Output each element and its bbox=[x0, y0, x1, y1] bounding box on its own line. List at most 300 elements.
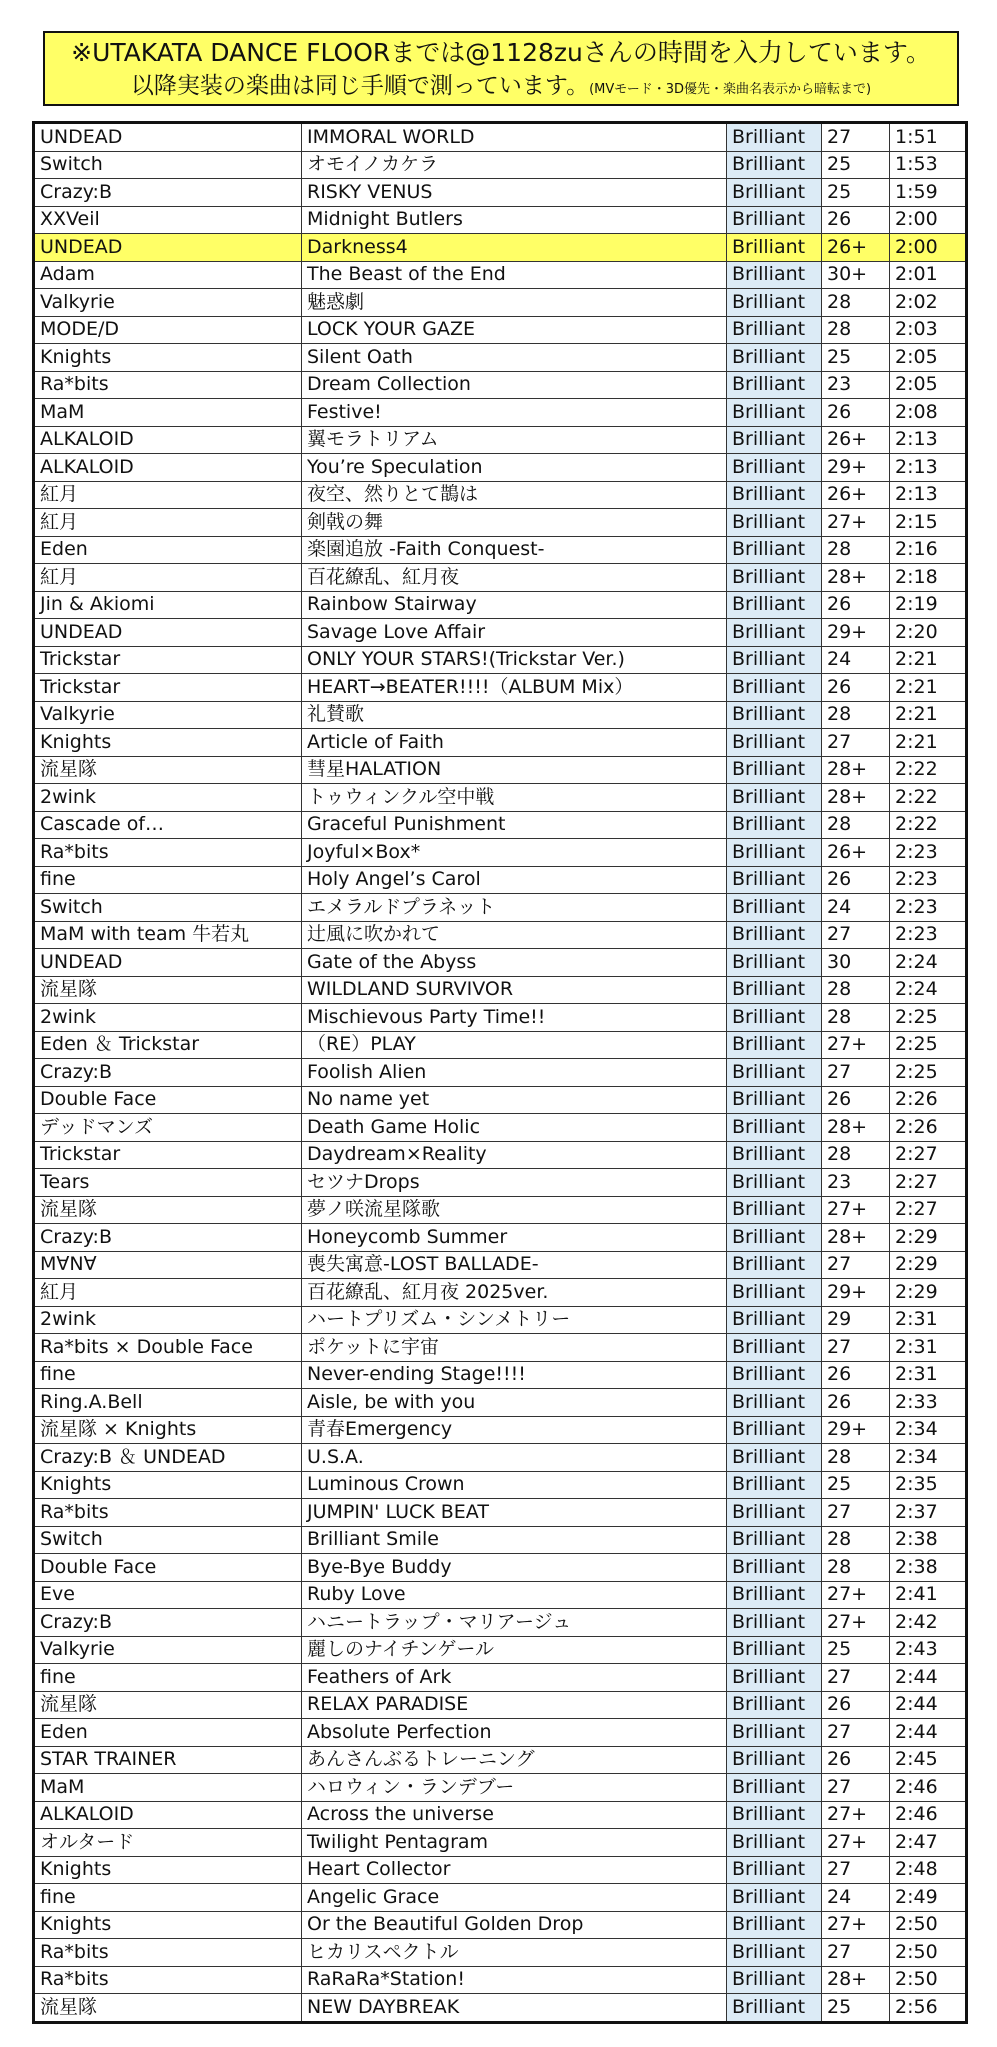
table-row bbox=[34, 234, 967, 262]
difficulty-cell: Brilliant bbox=[727, 1196, 822, 1224]
difficulty-cell: Brilliant bbox=[727, 674, 822, 702]
difficulty-cell: Brilliant bbox=[727, 1664, 822, 1692]
title-cell: 魅惑劇 bbox=[302, 289, 727, 317]
difficulty-cell: Brilliant bbox=[727, 646, 822, 674]
time-cell: 2:05 bbox=[890, 344, 967, 372]
difficulty-cell: Brilliant bbox=[727, 399, 822, 427]
title-cell: 百花繚乱、紅月夜 bbox=[302, 564, 727, 592]
table-row bbox=[34, 1196, 967, 1224]
title-cell: 夢ノ咲流星隊歌 bbox=[302, 1196, 727, 1224]
level-cell: 27 bbox=[822, 123, 890, 152]
unit-cell: 流星隊 bbox=[34, 756, 302, 784]
title-cell: （RE）PLAY bbox=[302, 1031, 727, 1059]
unit-cell: 紅月 bbox=[34, 509, 302, 537]
title-cell: あんさんぶるトレーニング bbox=[302, 1746, 727, 1774]
table-row bbox=[34, 1966, 967, 1994]
difficulty-cell: Brilliant bbox=[727, 1444, 822, 1472]
title-cell: IMMORAL WORLD bbox=[302, 123, 727, 152]
level-cell: 27 bbox=[822, 1939, 890, 1967]
table-row bbox=[34, 1636, 967, 1664]
unit-cell: Double Face bbox=[34, 1554, 302, 1582]
time-cell: 1:51 bbox=[890, 123, 967, 152]
table-row bbox=[34, 1911, 967, 1939]
unit-cell: Valkyrie bbox=[34, 1636, 302, 1664]
time-cell: 2:31 bbox=[890, 1306, 967, 1334]
level-cell: 28 bbox=[822, 1554, 890, 1582]
title-cell: Across the universe bbox=[302, 1801, 727, 1829]
unit-cell: Jin & Akiomi bbox=[34, 591, 302, 619]
time-cell: 2:45 bbox=[890, 1746, 967, 1774]
unit-cell: Tears bbox=[34, 1169, 302, 1197]
time-cell: 2:08 bbox=[890, 399, 967, 427]
level-cell: 26 bbox=[822, 674, 890, 702]
unit-cell: Crazy:B bbox=[34, 179, 302, 207]
title-cell: Darkness4 bbox=[302, 234, 727, 262]
table-row bbox=[34, 1334, 967, 1362]
level-cell: 27 bbox=[822, 729, 890, 757]
table-row bbox=[34, 1416, 967, 1444]
level-cell: 29+ bbox=[822, 619, 890, 647]
title-cell: RISKY VENUS bbox=[302, 179, 727, 207]
difficulty-cell: Brilliant bbox=[727, 839, 822, 867]
time-cell: 2:44 bbox=[890, 1691, 967, 1719]
level-cell: 30+ bbox=[822, 261, 890, 289]
table-row bbox=[34, 1361, 967, 1389]
time-cell: 2:13 bbox=[890, 481, 967, 509]
table-row bbox=[34, 1141, 967, 1169]
level-cell: 23 bbox=[822, 371, 890, 399]
time-cell: 2:22 bbox=[890, 811, 967, 839]
unit-cell: Ring.A.Bell bbox=[34, 1389, 302, 1417]
table-row bbox=[34, 1224, 967, 1252]
difficulty-cell: Brilliant bbox=[727, 1554, 822, 1582]
level-cell: 24 bbox=[822, 1884, 890, 1912]
table-row bbox=[34, 1664, 967, 1692]
unit-cell: ALKALOID bbox=[34, 426, 302, 454]
difficulty-cell: Brilliant bbox=[727, 1086, 822, 1114]
table-row bbox=[34, 1086, 967, 1114]
time-cell: 2:29 bbox=[890, 1224, 967, 1252]
level-cell: 26 bbox=[822, 206, 890, 234]
difficulty-cell: Brilliant bbox=[727, 866, 822, 894]
level-cell: 24 bbox=[822, 646, 890, 674]
time-cell: 2:25 bbox=[890, 1059, 967, 1087]
unit-cell: fine bbox=[34, 1884, 302, 1912]
level-cell: 26 bbox=[822, 1746, 890, 1774]
difficulty-cell: Brilliant bbox=[727, 1636, 822, 1664]
table-row bbox=[34, 866, 967, 894]
difficulty-cell: Brilliant bbox=[727, 949, 822, 977]
table-row bbox=[34, 921, 967, 949]
time-cell: 2:50 bbox=[890, 1939, 967, 1967]
table-row bbox=[34, 179, 967, 207]
time-cell: 2:00 bbox=[890, 206, 967, 234]
unit-cell: Eden ＆ Trickstar bbox=[34, 1031, 302, 1059]
title-cell: ハロウィン・ランデブー bbox=[302, 1774, 727, 1802]
time-cell: 2:05 bbox=[890, 371, 967, 399]
title-cell: Midnight Butlers bbox=[302, 206, 727, 234]
difficulty-cell: Brilliant bbox=[727, 1719, 822, 1747]
table-row bbox=[34, 206, 967, 234]
level-cell: 27 bbox=[822, 1719, 890, 1747]
title-cell: Feathers of Ark bbox=[302, 1664, 727, 1692]
level-cell: 27+ bbox=[822, 1829, 890, 1857]
difficulty-cell: Brilliant bbox=[727, 1416, 822, 1444]
time-cell: 2:43 bbox=[890, 1636, 967, 1664]
difficulty-cell: Brilliant bbox=[727, 1994, 822, 2023]
difficulty-cell: Brilliant bbox=[727, 591, 822, 619]
difficulty-cell: Brilliant bbox=[727, 1746, 822, 1774]
table-row bbox=[34, 1389, 967, 1417]
title-cell: ポケットに宇宙 bbox=[302, 1334, 727, 1362]
unit-cell: 2wink bbox=[34, 1004, 302, 1032]
difficulty-cell: Brilliant bbox=[727, 316, 822, 344]
title-cell: Honeycomb Summer bbox=[302, 1224, 727, 1252]
title-cell: Festive! bbox=[302, 399, 727, 427]
level-cell: 27 bbox=[822, 1251, 890, 1279]
unit-cell: Ra*bits bbox=[34, 839, 302, 867]
title-cell: LOCK YOUR GAZE bbox=[302, 316, 727, 344]
time-cell: 2:21 bbox=[890, 729, 967, 757]
unit-cell: UNDEAD bbox=[34, 234, 302, 262]
title-cell: 喪失寓意-LOST BALLADE- bbox=[302, 1251, 727, 1279]
title-cell: エメラルドプラネット bbox=[302, 894, 727, 922]
title-cell: Mischievous Party Time!! bbox=[302, 1004, 727, 1032]
title-cell: 青春Emergency bbox=[302, 1416, 727, 1444]
unit-cell: 紅月 bbox=[34, 1279, 302, 1307]
level-cell: 28 bbox=[822, 289, 890, 317]
unit-cell: 2wink bbox=[34, 784, 302, 812]
table-row bbox=[34, 1829, 967, 1857]
title-cell: 夜空、然りとて鵲は bbox=[302, 481, 727, 509]
table-row bbox=[34, 509, 967, 537]
title-cell: セツナDrops bbox=[302, 1169, 727, 1197]
table-row bbox=[34, 1279, 967, 1307]
level-cell: 27+ bbox=[822, 1609, 890, 1637]
time-cell: 2:56 bbox=[890, 1994, 967, 2023]
time-cell: 2:49 bbox=[890, 1884, 967, 1912]
level-cell: 26 bbox=[822, 399, 890, 427]
title-cell: ONLY YOUR STARS!(Trickstar Ver.) bbox=[302, 646, 727, 674]
unit-cell: Trickstar bbox=[34, 674, 302, 702]
title-cell: Brilliant Smile bbox=[302, 1526, 727, 1554]
difficulty-cell: Brilliant bbox=[727, 344, 822, 372]
unit-cell: ALKALOID bbox=[34, 1801, 302, 1829]
title-cell: ハニートラップ・マリアージュ bbox=[302, 1609, 727, 1637]
difficulty-cell: Brilliant bbox=[727, 1581, 822, 1609]
difficulty-cell: Brilliant bbox=[727, 1856, 822, 1884]
unit-cell: 流星隊 bbox=[34, 1196, 302, 1224]
time-cell: 2:37 bbox=[890, 1499, 967, 1527]
unit-cell: Ra*bits bbox=[34, 1966, 302, 1994]
unit-cell: Crazy:B ＆ UNDEAD bbox=[34, 1444, 302, 1472]
unit-cell: UNDEAD bbox=[34, 123, 302, 152]
unit-cell: Ra*bits bbox=[34, 371, 302, 399]
unit-cell: Valkyrie bbox=[34, 289, 302, 317]
unit-cell: MODE/D bbox=[34, 316, 302, 344]
title-cell: ハートプリズム・シンメトリー bbox=[302, 1306, 727, 1334]
level-cell: 29+ bbox=[822, 1416, 890, 1444]
table-row bbox=[34, 536, 967, 564]
title-cell: Graceful Punishment bbox=[302, 811, 727, 839]
difficulty-cell: Brilliant bbox=[727, 536, 822, 564]
level-cell: 25 bbox=[822, 151, 890, 179]
difficulty-cell: Brilliant bbox=[727, 1774, 822, 1802]
table-row bbox=[34, 151, 967, 179]
level-cell: 26 bbox=[822, 591, 890, 619]
time-cell: 2:24 bbox=[890, 976, 967, 1004]
time-cell: 2:31 bbox=[890, 1361, 967, 1389]
table-row bbox=[34, 399, 967, 427]
unit-cell: STAR TRAINER bbox=[34, 1746, 302, 1774]
difficulty-cell: Brilliant bbox=[727, 1609, 822, 1637]
time-cell: 2:23 bbox=[890, 866, 967, 894]
level-cell: 25 bbox=[822, 179, 890, 207]
table-row bbox=[34, 784, 967, 812]
difficulty-cell: Brilliant bbox=[727, 261, 822, 289]
table-row bbox=[34, 1499, 967, 1527]
time-cell: 2:31 bbox=[890, 1334, 967, 1362]
unit-cell: fine bbox=[34, 1664, 302, 1692]
title-cell: Luminous Crown bbox=[302, 1471, 727, 1499]
difficulty-cell: Brilliant bbox=[727, 1801, 822, 1829]
level-cell: 27 bbox=[822, 1774, 890, 1802]
level-cell: 27+ bbox=[822, 1196, 890, 1224]
time-cell: 2:02 bbox=[890, 289, 967, 317]
time-cell: 2:15 bbox=[890, 509, 967, 537]
title-cell: 百花繚乱、紅月夜 2025ver. bbox=[302, 1279, 727, 1307]
level-cell: 27 bbox=[822, 1334, 890, 1362]
time-cell: 2:03 bbox=[890, 316, 967, 344]
difficulty-cell: Brilliant bbox=[727, 1884, 822, 1912]
time-cell: 2:19 bbox=[890, 591, 967, 619]
unit-cell: XXVeil bbox=[34, 206, 302, 234]
table-row bbox=[34, 1554, 967, 1582]
time-cell: 2:44 bbox=[890, 1664, 967, 1692]
unit-cell: ALKALOID bbox=[34, 454, 302, 482]
title-cell: JUMPIN' LUCK BEAT bbox=[302, 1499, 727, 1527]
title-cell: U.S.A. bbox=[302, 1444, 727, 1472]
notice-line-2-text: 以降実装の楽曲は同じ手順で測っています。 bbox=[130, 73, 590, 99]
table-row bbox=[34, 1526, 967, 1554]
time-cell: 2:16 bbox=[890, 536, 967, 564]
unit-cell: Crazy:B bbox=[34, 1224, 302, 1252]
difficulty-cell: Brilliant bbox=[727, 1004, 822, 1032]
table-row bbox=[34, 1856, 967, 1884]
table-row bbox=[34, 261, 967, 289]
unit-cell: Knights bbox=[34, 1471, 302, 1499]
time-cell: 2:50 bbox=[890, 1966, 967, 1994]
difficulty-cell: Brilliant bbox=[727, 1224, 822, 1252]
level-cell: 28 bbox=[822, 701, 890, 729]
time-cell: 2:46 bbox=[890, 1774, 967, 1802]
title-cell: Foolish Alien bbox=[302, 1059, 727, 1087]
unit-cell: Switch bbox=[34, 1526, 302, 1554]
time-cell: 2:23 bbox=[890, 894, 967, 922]
time-cell: 2:29 bbox=[890, 1279, 967, 1307]
unit-cell: M∀N∀ bbox=[34, 1251, 302, 1279]
level-cell: 26 bbox=[822, 1086, 890, 1114]
time-cell: 1:53 bbox=[890, 151, 967, 179]
unit-cell: Trickstar bbox=[34, 1141, 302, 1169]
difficulty-cell: Brilliant bbox=[727, 1939, 822, 1967]
time-cell: 2:48 bbox=[890, 1856, 967, 1884]
title-cell: RELAX PARADISE bbox=[302, 1691, 727, 1719]
title-cell: Gate of the Abyss bbox=[302, 949, 727, 977]
difficulty-cell: Brilliant bbox=[727, 811, 822, 839]
difficulty-cell: Brilliant bbox=[727, 1691, 822, 1719]
time-cell: 2:13 bbox=[890, 426, 967, 454]
difficulty-cell: Brilliant bbox=[727, 481, 822, 509]
unit-cell: fine bbox=[34, 866, 302, 894]
table-row bbox=[34, 1774, 967, 1802]
level-cell: 26 bbox=[822, 1389, 890, 1417]
level-cell: 29 bbox=[822, 1306, 890, 1334]
unit-cell: MaM bbox=[34, 399, 302, 427]
level-cell: 25 bbox=[822, 1994, 890, 2023]
unit-cell: Ra*bits bbox=[34, 1939, 302, 1967]
level-cell: 29+ bbox=[822, 1279, 890, 1307]
title-cell: Or the Beautiful Golden Drop bbox=[302, 1911, 727, 1939]
unit-cell: Crazy:B bbox=[34, 1609, 302, 1637]
table-row bbox=[34, 123, 967, 152]
time-cell: 1:59 bbox=[890, 179, 967, 207]
unit-cell: Valkyrie bbox=[34, 701, 302, 729]
title-cell: You’re Speculation bbox=[302, 454, 727, 482]
level-cell: 28+ bbox=[822, 1114, 890, 1142]
level-cell: 25 bbox=[822, 344, 890, 372]
difficulty-cell: Brilliant bbox=[727, 1829, 822, 1857]
difficulty-cell: Brilliant bbox=[727, 564, 822, 592]
difficulty-cell: Brilliant bbox=[727, 1169, 822, 1197]
difficulty-cell: Brilliant bbox=[727, 1526, 822, 1554]
table-row bbox=[34, 316, 967, 344]
level-cell: 27 bbox=[822, 1059, 890, 1087]
unit-cell: 流星隊 bbox=[34, 976, 302, 1004]
difficulty-cell: Brilliant bbox=[727, 1361, 822, 1389]
difficulty-cell: Brilliant bbox=[727, 371, 822, 399]
unit-cell: Knights bbox=[34, 344, 302, 372]
table-row bbox=[34, 454, 967, 482]
table-row bbox=[34, 1994, 967, 2023]
time-cell: 2:33 bbox=[890, 1389, 967, 1417]
table-row bbox=[34, 674, 967, 702]
unit-cell: Ra*bits bbox=[34, 1499, 302, 1527]
level-cell: 28+ bbox=[822, 564, 890, 592]
difficulty-cell: Brilliant bbox=[727, 1389, 822, 1417]
difficulty-cell: Brilliant bbox=[727, 701, 822, 729]
unit-cell: Knights bbox=[34, 1856, 302, 1884]
title-cell: Silent Oath bbox=[302, 344, 727, 372]
title-cell: Twilight Pentagram bbox=[302, 1829, 727, 1857]
level-cell: 28+ bbox=[822, 1966, 890, 1994]
unit-cell: Eve bbox=[34, 1581, 302, 1609]
song-table-body bbox=[34, 123, 967, 2023]
time-cell: 2:23 bbox=[890, 921, 967, 949]
level-cell: 26 bbox=[822, 1361, 890, 1389]
time-cell: 2:34 bbox=[890, 1444, 967, 1472]
table-row bbox=[34, 344, 967, 372]
difficulty-cell: Brilliant bbox=[727, 179, 822, 207]
unit-cell: Switch bbox=[34, 894, 302, 922]
difficulty-cell: Brilliant bbox=[727, 1251, 822, 1279]
table-row bbox=[34, 591, 967, 619]
unit-cell: Adam bbox=[34, 261, 302, 289]
unit-cell: Knights bbox=[34, 1911, 302, 1939]
time-cell: 2:22 bbox=[890, 756, 967, 784]
table-row bbox=[34, 426, 967, 454]
difficulty-cell: Brilliant bbox=[727, 509, 822, 537]
title-cell: 剣戟の舞 bbox=[302, 509, 727, 537]
level-cell: 28+ bbox=[822, 784, 890, 812]
table-row bbox=[34, 481, 967, 509]
time-cell: 2:25 bbox=[890, 1031, 967, 1059]
title-cell: Dream Collection bbox=[302, 371, 727, 399]
title-cell: Holy Angel’s Carol bbox=[302, 866, 727, 894]
table-row bbox=[34, 1939, 967, 1967]
title-cell: RaRaRa*Station! bbox=[302, 1966, 727, 1994]
table-row bbox=[34, 894, 967, 922]
title-cell: Heart Collector bbox=[302, 1856, 727, 1884]
time-cell: 2:00 bbox=[890, 234, 967, 262]
time-cell: 2:38 bbox=[890, 1526, 967, 1554]
time-cell: 2:27 bbox=[890, 1196, 967, 1224]
difficulty-cell: Brilliant bbox=[727, 1279, 822, 1307]
difficulty-cell: Brilliant bbox=[727, 1911, 822, 1939]
time-cell: 2:47 bbox=[890, 1829, 967, 1857]
table-row bbox=[34, 1169, 967, 1197]
title-cell: 麗しのナイチンゲール bbox=[302, 1636, 727, 1664]
difficulty-cell: Brilliant bbox=[727, 729, 822, 757]
level-cell: 27+ bbox=[822, 1581, 890, 1609]
table-row bbox=[34, 1444, 967, 1472]
time-cell: 2:34 bbox=[890, 1416, 967, 1444]
difficulty-cell: Brilliant bbox=[727, 976, 822, 1004]
unit-cell: オルタード bbox=[34, 1829, 302, 1857]
title-cell: Death Game Holic bbox=[302, 1114, 727, 1142]
level-cell: 27+ bbox=[822, 1911, 890, 1939]
title-cell: HEART→BEATER!!!!（ALBUM Mix） bbox=[302, 674, 727, 702]
level-cell: 23 bbox=[822, 1169, 890, 1197]
difficulty-cell: Brilliant bbox=[727, 1059, 822, 1087]
difficulty-cell: Brilliant bbox=[727, 1966, 822, 1994]
unit-cell: MaM with team 牛若丸 bbox=[34, 921, 302, 949]
table-row bbox=[34, 1059, 967, 1087]
unit-cell: Switch bbox=[34, 151, 302, 179]
title-cell: Never-ending Stage!!!! bbox=[302, 1361, 727, 1389]
unit-cell: MaM bbox=[34, 1774, 302, 1802]
level-cell: 28 bbox=[822, 1444, 890, 1472]
table-row bbox=[34, 1884, 967, 1912]
table-row bbox=[34, 949, 967, 977]
title-cell: Joyful×Box* bbox=[302, 839, 727, 867]
level-cell: 26+ bbox=[822, 234, 890, 262]
title-cell: Daydream×Reality bbox=[302, 1141, 727, 1169]
unit-cell: UNDEAD bbox=[34, 619, 302, 647]
difficulty-cell: Brilliant bbox=[727, 1334, 822, 1362]
table-row bbox=[34, 701, 967, 729]
title-cell: 翼モラトリアム bbox=[302, 426, 727, 454]
level-cell: 28 bbox=[822, 811, 890, 839]
title-cell: ヒカリスペクトル bbox=[302, 1939, 727, 1967]
table-row bbox=[34, 811, 967, 839]
table-row bbox=[34, 371, 967, 399]
unit-cell: Knights bbox=[34, 729, 302, 757]
unit-cell: 2wink bbox=[34, 1306, 302, 1334]
level-cell: 24 bbox=[822, 894, 890, 922]
table-row bbox=[34, 976, 967, 1004]
difficulty-cell: Brilliant bbox=[727, 1114, 822, 1142]
